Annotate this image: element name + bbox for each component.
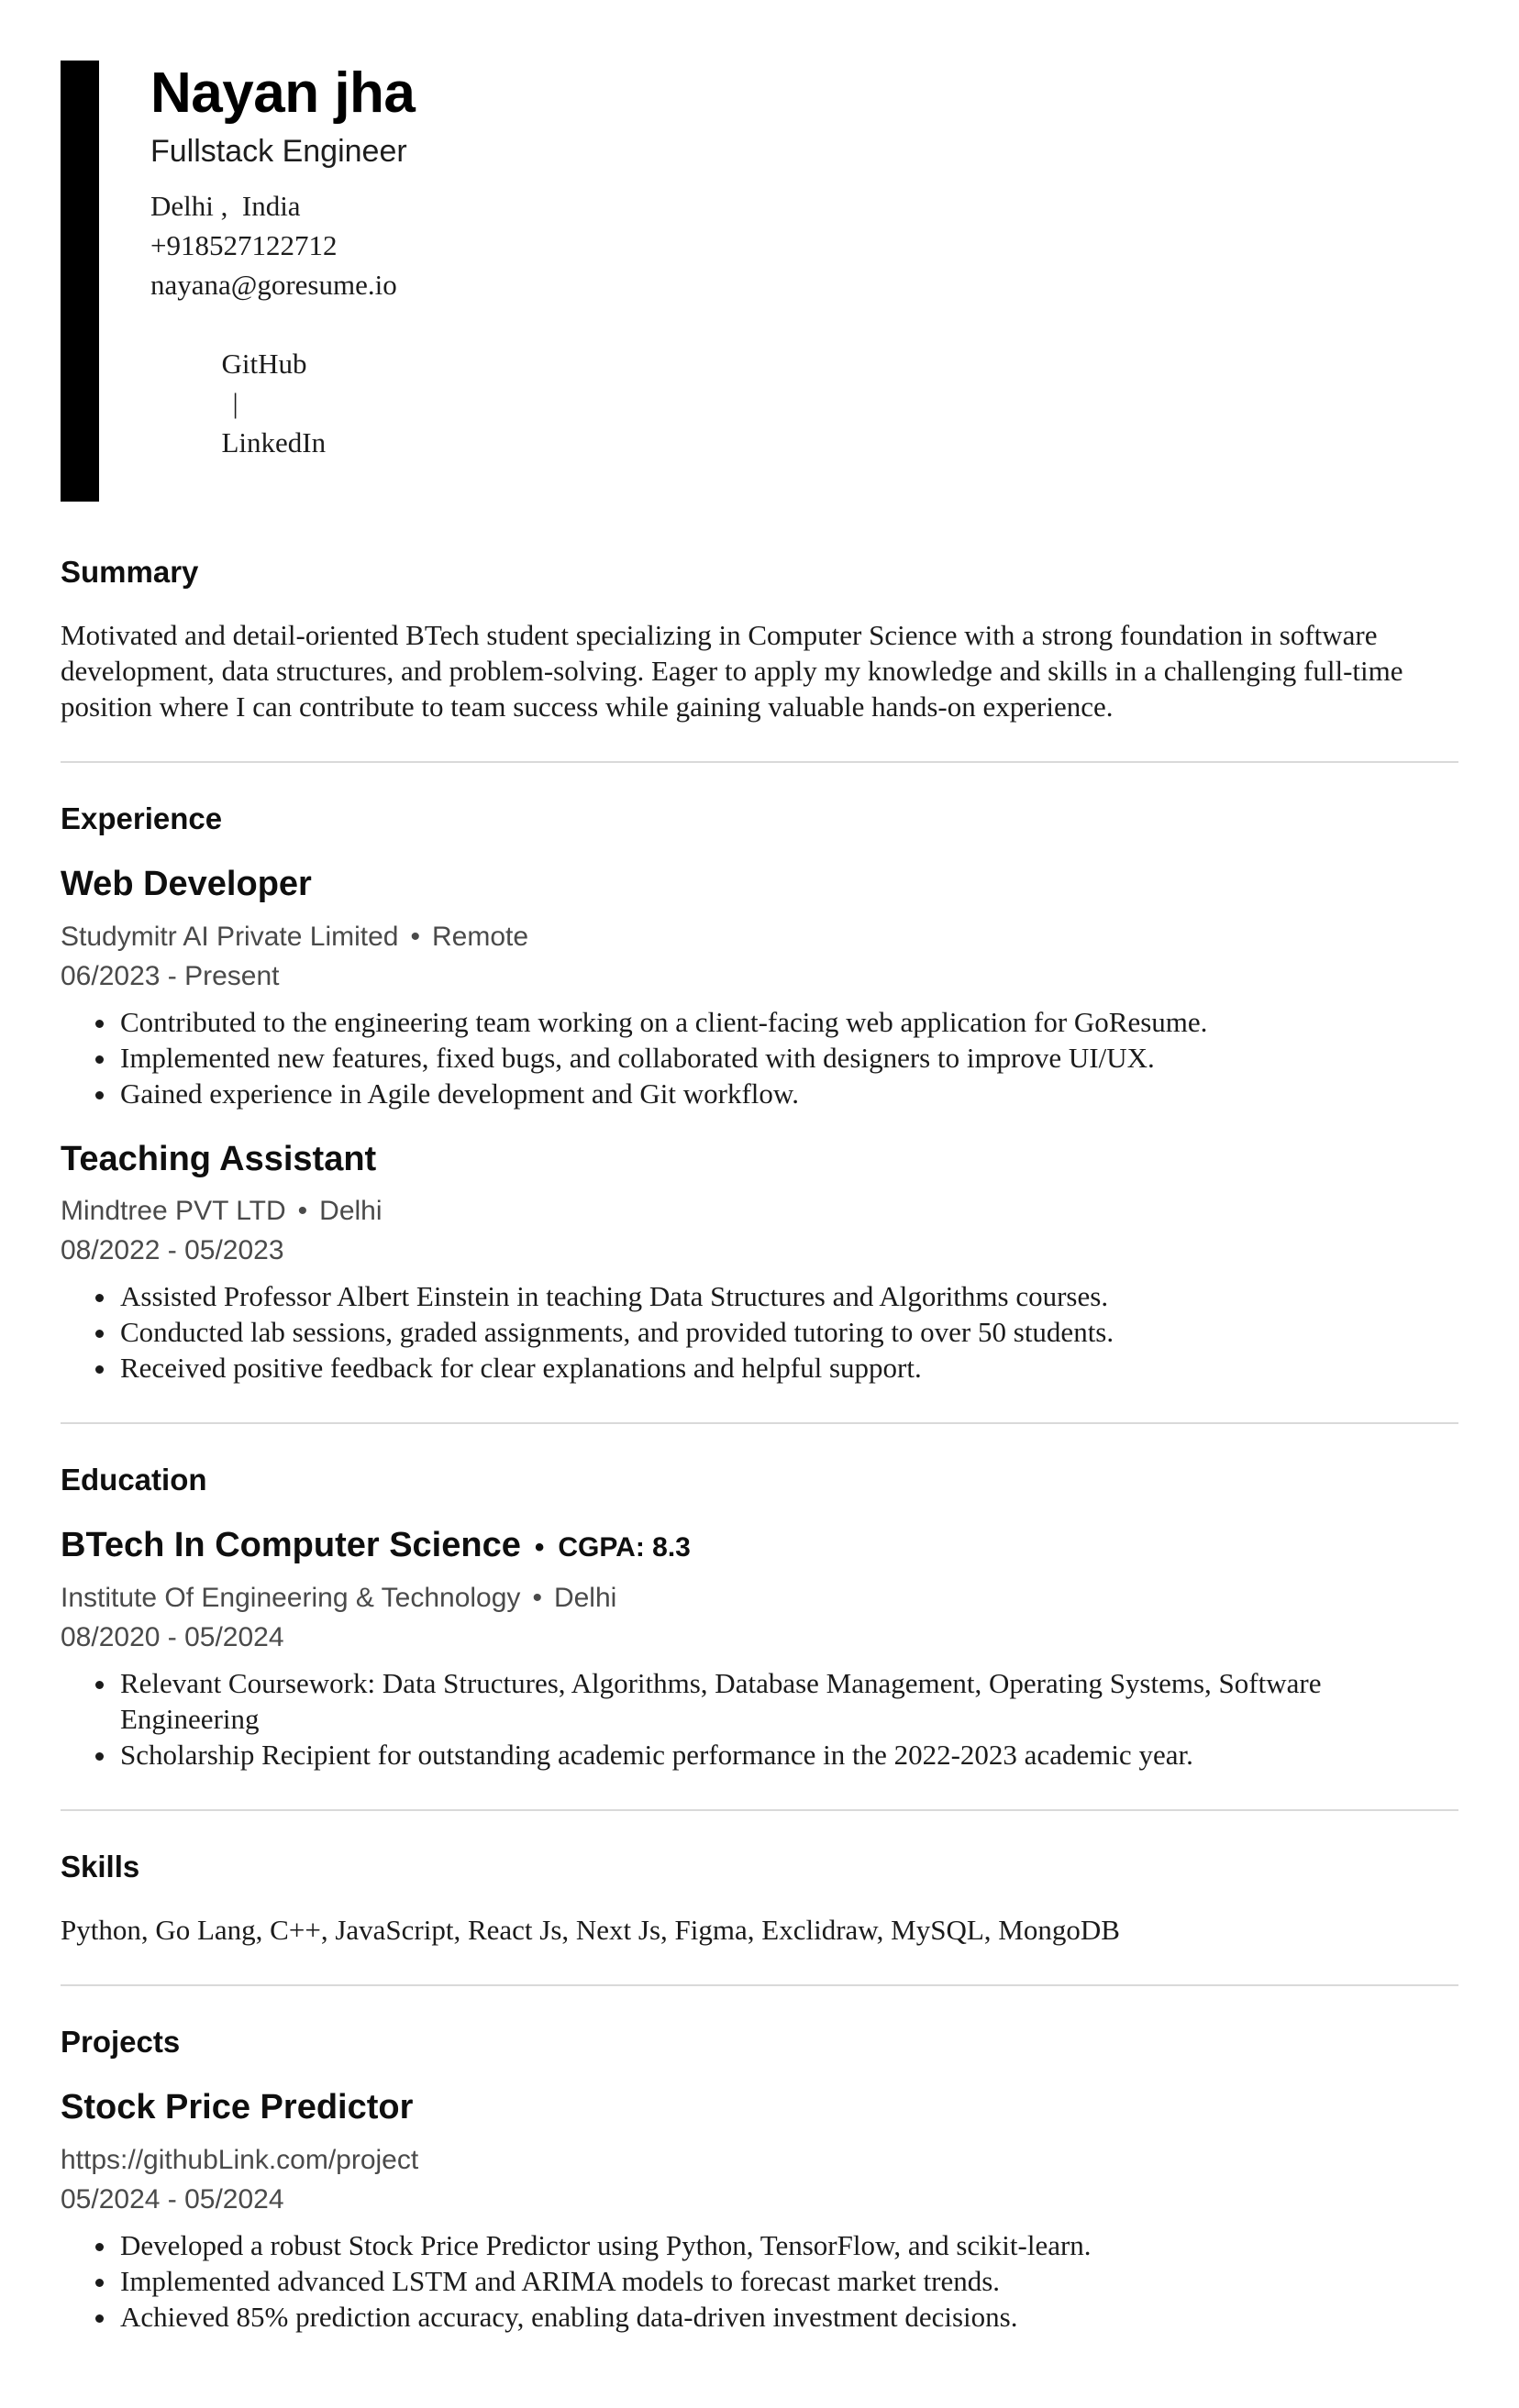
- contact-links: [150, 304, 415, 502]
- job-bullet: • Assisted Professor Albert Einstein in teaching Data Structures and Algorithms courses.: [118, 1278, 1458, 1314]
- job-company: Studymitr AI Private Limited: [61, 921, 399, 952]
- school-line: [61, 1578, 1458, 1618]
- school-location: Delhi: [553, 1582, 617, 1613]
- job-company: Mindtree PVT LTD: [61, 1196, 286, 1227]
- education-bullet-list: [61, 1665, 1458, 1773]
- meta-dot-separator: •: [532, 1582, 542, 1613]
- job-bullet: • Implemented new features, fixed bugs, and collaborated with designers to improve UI/UX.: [118, 1040, 1458, 1076]
- job-location: Delhi: [319, 1196, 383, 1227]
- section-divider: [61, 1984, 1458, 1986]
- job-bullet: • Gained experience in Agile development and Git workflow.: [118, 1076, 1458, 1111]
- job-dates: 06/2023 - Present: [61, 960, 280, 991]
- job-bullet-list: [61, 1004, 1458, 1111]
- education-bullet: • Relevant Coursework: Data Structures, Algorithms, Database Management, Operating Systems, Software Engineering: [118, 1665, 1458, 1737]
- job-teaching-assistant: [61, 1139, 1458, 1386]
- section-summary: [61, 555, 1458, 724]
- job-company-line: [61, 917, 1458, 956]
- job-location: Remote: [431, 921, 529, 952]
- project-dates: 05/2024 - 05/2024: [61, 2183, 284, 2215]
- contact-block: [150, 186, 415, 502]
- job-bullet: • Contributed to the engineering team working on a client-facing web application for GoResume.: [118, 1004, 1458, 1040]
- project-stock-price-predictor: [61, 2087, 1458, 2335]
- person-name: Nayan jha: [150, 61, 416, 125]
- linkedin-link[interactable]: LinkedIn: [221, 426, 327, 459]
- cgpa-value: CGPA: 8.3: [558, 1532, 691, 1563]
- school-name: Institute Of Engineering & Technology: [61, 1582, 521, 1613]
- job-title: Teaching Assistant: [61, 1139, 377, 1178]
- projects-heading: Projects: [61, 2024, 181, 2059]
- contact-location: Delhi , India: [150, 190, 301, 223]
- skills-heading: Skills: [61, 1849, 140, 1883]
- meta-dot-separator: •: [297, 1196, 308, 1227]
- github-link[interactable]: GitHub: [221, 348, 307, 381]
- job-title: Web Developer: [61, 865, 312, 904]
- job-company-line: [61, 1191, 1458, 1231]
- section-experience: [61, 801, 1458, 1386]
- project-bullet: • Achieved 85% prediction accuracy, enabling data-driven investment decisions.: [118, 2299, 1458, 2335]
- section-education: [61, 1463, 1458, 1773]
- meta-dot-separator: •: [410, 921, 420, 952]
- job-bullet: • Received positive feedback for clear explanations and helpful support.: [118, 1350, 1458, 1386]
- degree-title: BTech In Computer Science: [61, 1526, 521, 1565]
- degree-row: [61, 1525, 1458, 1567]
- links-pipe-separator: |: [232, 387, 238, 420]
- project-bullet: • Developed a robust Stock Price Predictor using Python, TensorFlow, and scikit-learn.: [118, 2227, 1458, 2263]
- education-item: [61, 1525, 1458, 1773]
- project-url[interactable]: https://githubLink.com/project: [61, 2144, 419, 2175]
- job-web-developer: [61, 864, 1458, 1111]
- job-bullet-list: [61, 1278, 1458, 1386]
- education-dates: 08/2020 - 05/2024: [61, 1621, 284, 1652]
- section-divider: [61, 1809, 1458, 1811]
- project-title: Stock Price Predictor: [61, 2087, 414, 2126]
- contact-email: nayana@goresume.io: [150, 269, 397, 302]
- section-divider: [61, 761, 1458, 763]
- section-projects: [61, 2025, 1458, 2335]
- header-accent-bar: [61, 61, 99, 502]
- job-dates: 08/2022 - 05/2023: [61, 1235, 284, 1266]
- section-divider: [61, 1422, 1458, 1424]
- job-bullet: • Conducted lab sessions, graded assignments, and provided tutoring to over 50 students.: [118, 1314, 1458, 1350]
- meta-dot-separator: •: [534, 1532, 545, 1563]
- education-heading: Education: [61, 1463, 207, 1497]
- header-info: [150, 61, 415, 502]
- person-job-title: Fullstack Engineer: [150, 134, 407, 170]
- section-skills: [61, 1850, 1458, 1948]
- experience-heading: Experience: [61, 801, 223, 836]
- skills-list-text: Python, Go Lang, C++, JavaScript, React Js, Next Js, Figma, Exclidraw, MySQL, MongoDB: [61, 1913, 1120, 1946]
- education-bullet: • Scholarship Recipient for outstanding academic performance in the 2022-2023 academic year.: [118, 1737, 1458, 1773]
- project-bullet-list: [61, 2227, 1458, 2335]
- resume-header: [61, 61, 1458, 502]
- summary-text: Motivated and detail-oriented BTech student specializing in Computer Science with a strong foundation in software development, data structures, and problem-solving. Eager to apply my knowledge and skills in a challenging full-time position where I can contribute to team success while gaining valuable hands-on experience.: [61, 619, 1403, 724]
- contact-phone: +918527122712: [150, 229, 338, 262]
- project-bullet: • Implemented advanced LSTM and ARIMA models to forecast market trends.: [118, 2263, 1458, 2299]
- summary-heading: Summary: [61, 555, 199, 590]
